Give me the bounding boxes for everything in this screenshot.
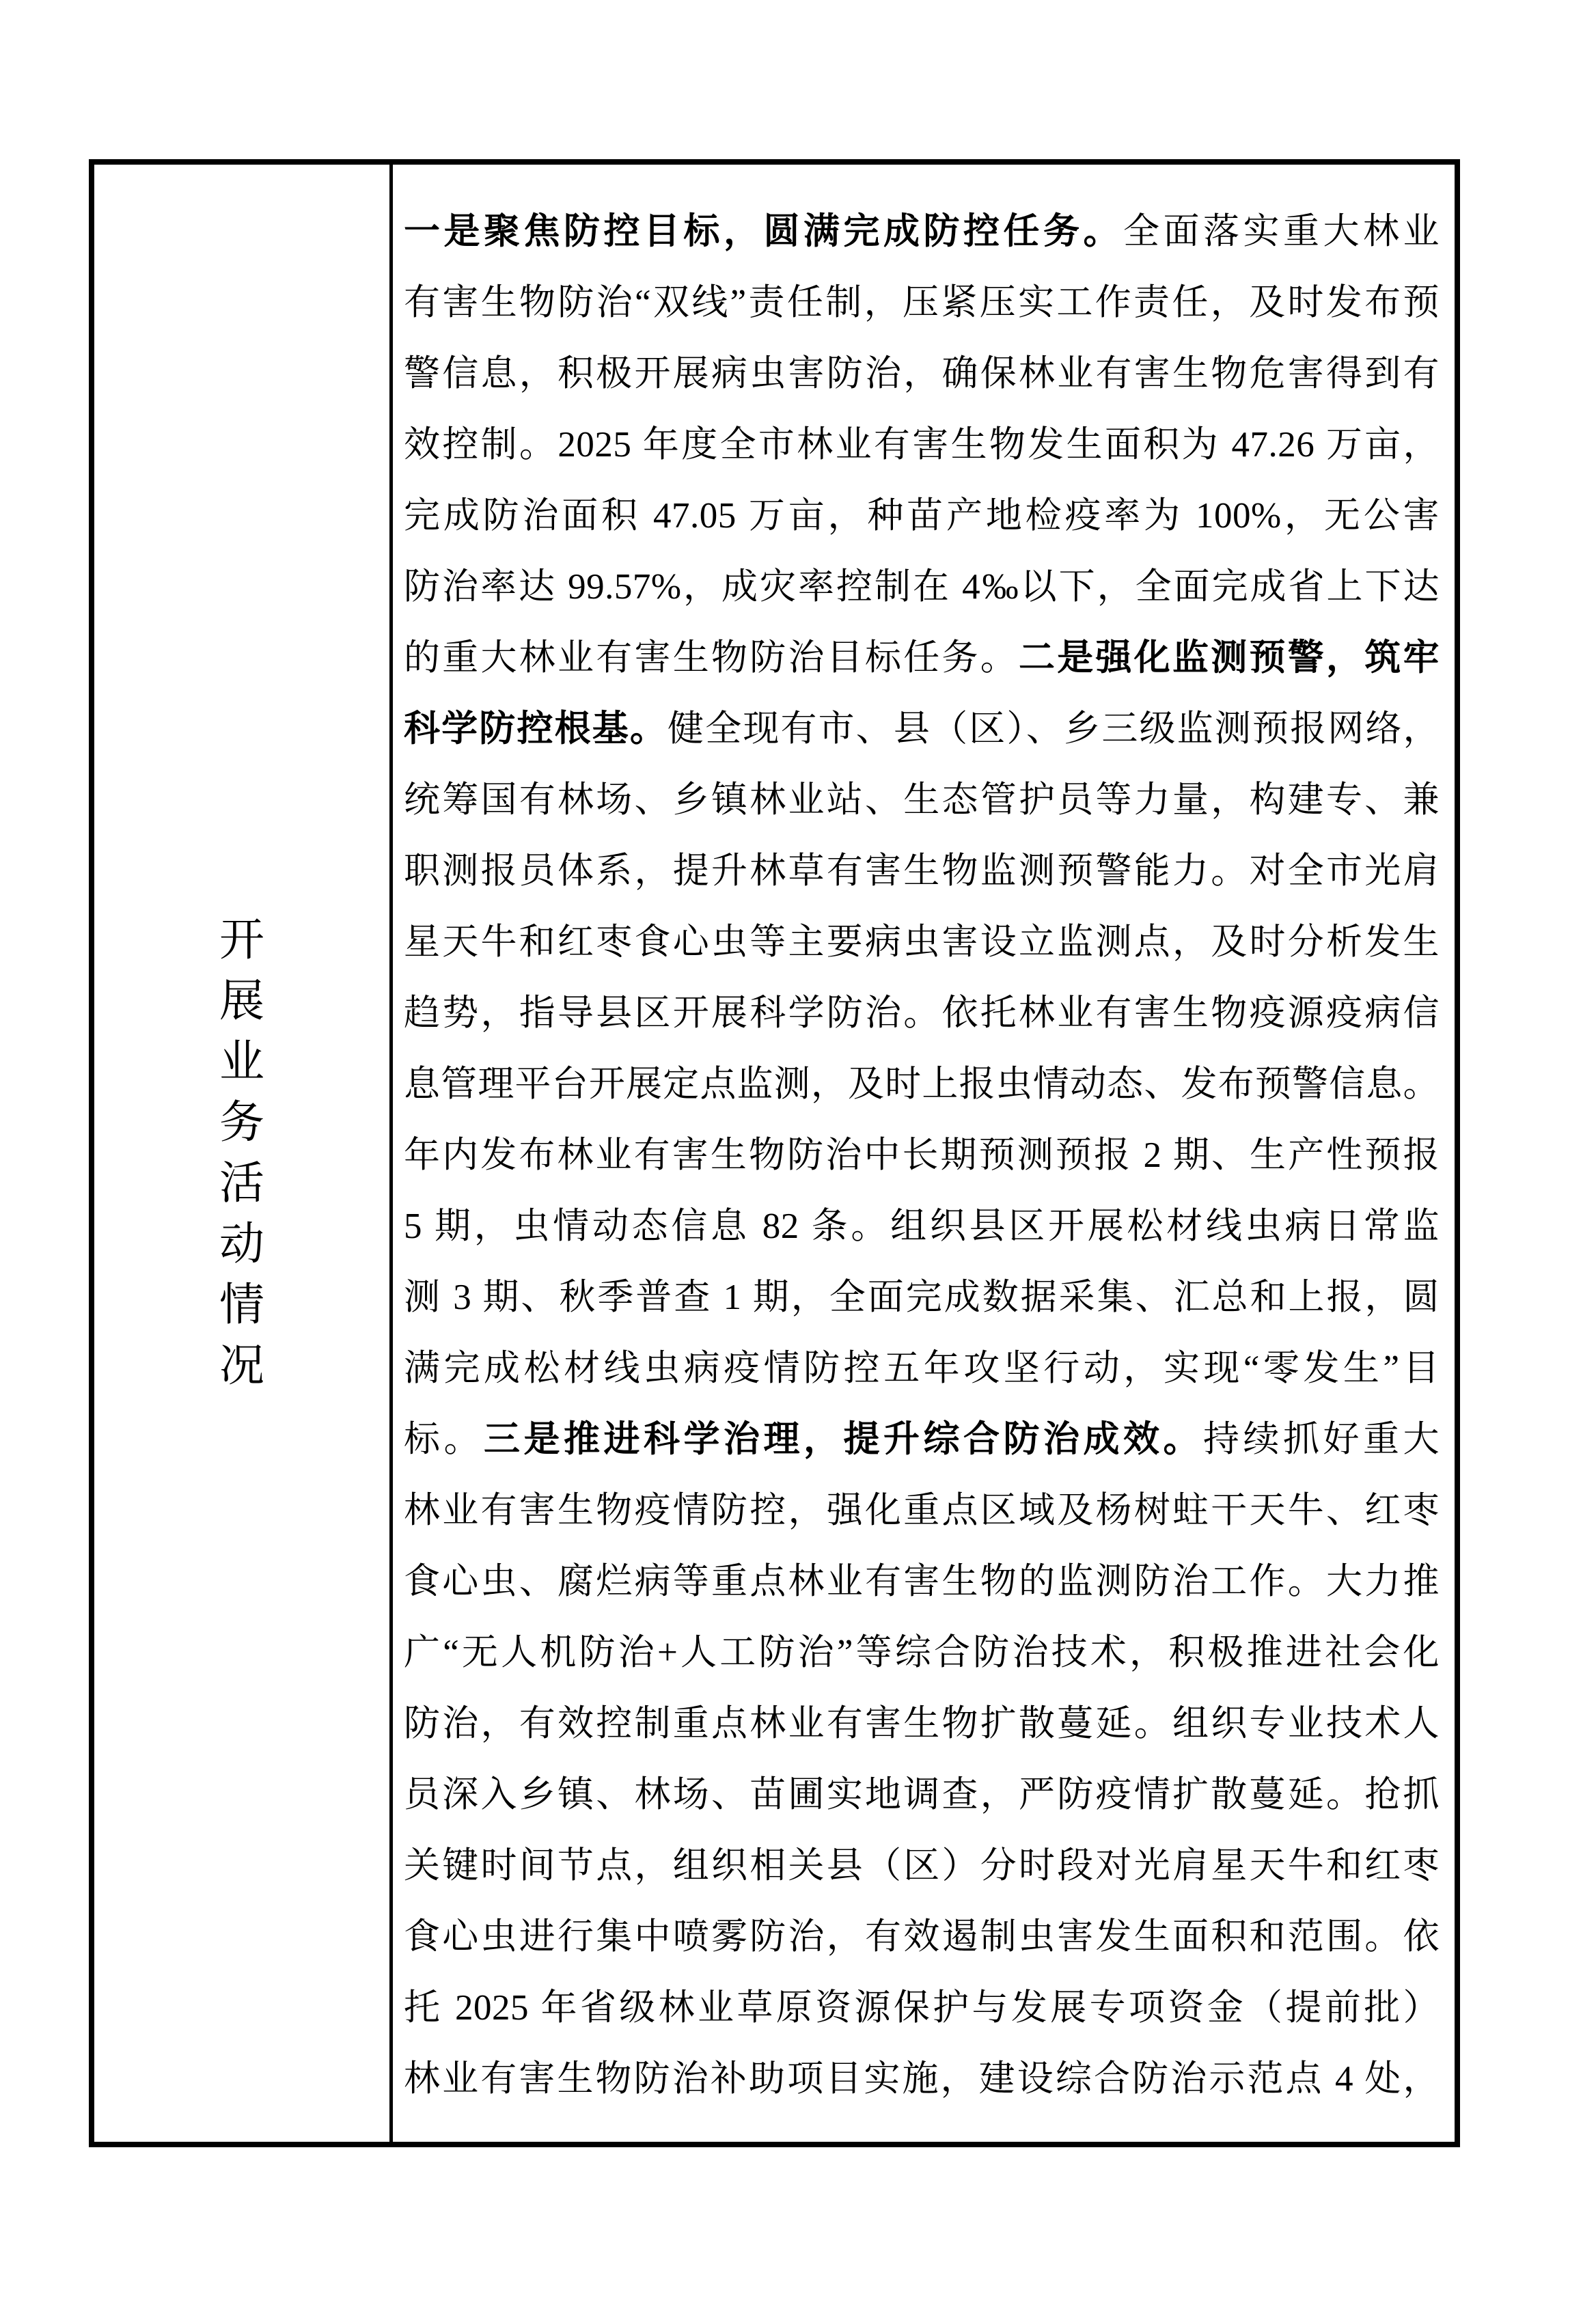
text-segment: 趋势，指导县区开展科学防治。依托林业有害生物疫源疫病信 — [404, 993, 1440, 1033]
text-line — [404, 1972, 1440, 2043]
text-segment: 防治，有效控制重点林业有害生物扩散蔓延。组织专业技术人 — [404, 1704, 1440, 1743]
text-segment: 年内发布林业有害生物防治中长期预测预报 2 期、生产性预报 — [404, 1135, 1440, 1175]
text-segment: 效控制。2025 年度全市林业有害生物发生面积为 47.26 万亩， — [404, 425, 1440, 465]
text-line — [404, 764, 1440, 836]
text-segment: 林业有害生物疫情防控，强化重点区域及杨树蛀干天牛、红枣 — [404, 1491, 1440, 1530]
text-line — [404, 338, 1440, 409]
row-label-cell — [94, 165, 393, 2142]
text-line — [404, 2043, 1440, 2114]
text-line — [404, 480, 1440, 551]
text-line — [404, 1688, 1440, 1759]
text-line — [404, 978, 1440, 1049]
text-segment: 托 2025 年省级林业草原资源保护与发展专项资金（提前批） — [404, 1988, 1440, 2028]
text-segment: 满完成松材线虫病疫情防控五年攻坚行动，实现“零发生”目 — [404, 1349, 1440, 1388]
text-segment: 持续抓好重大 — [1203, 1420, 1440, 1459]
bold-text-segment: 一是聚焦防控目标，圆满完成防控任务。 — [404, 212, 1123, 251]
row-label-char: 业 — [219, 1037, 264, 1087]
text-segment: 星天牛和红枣食心虫等主要病虫害设立监测点，及时分析发生 — [404, 922, 1440, 962]
text-line — [404, 622, 1440, 693]
text-line — [404, 551, 1440, 622]
text-line — [404, 1475, 1440, 1546]
text-segment: 食心虫进行集中喷雾防治，有效遏制虫害发生面积和范围。依 — [404, 1917, 1440, 1957]
text-line — [404, 1191, 1440, 1262]
text-segment: 的重大林业有害生物防治目标任务。 — [404, 638, 1019, 678]
text-line — [404, 1049, 1440, 1120]
row-label-char: 活 — [219, 1159, 264, 1209]
text-line — [404, 836, 1440, 907]
row-label-char: 展 — [219, 976, 264, 1026]
row-label-char: 开 — [219, 915, 264, 965]
text-line — [404, 267, 1440, 338]
text-line — [404, 1830, 1440, 1901]
row-label-char: 况 — [219, 1341, 264, 1391]
text-segment: 全面落实重大林业 — [1123, 212, 1440, 251]
text-segment: 防治率达 99.57%，成灾率控制在 4‰以下，全面完成省上下达 — [404, 567, 1440, 607]
text-segment: 完成防治面积 47.05 万亩，种苗产地检疫率为 100%，无公害 — [404, 496, 1440, 536]
text-segment: 标。 — [404, 1420, 484, 1459]
text-segment: 测 3 期、秋季普查 1 期，全面完成数据采集、汇总和上报，圆 — [404, 1278, 1440, 1317]
text-line — [404, 907, 1440, 978]
text-line — [404, 1617, 1440, 1688]
bold-text-segment: 二是强化监测预警，筑牢 — [1019, 638, 1440, 678]
text-segment: 有害生物防治“双线”责任制，压紧压实工作责任，及时发布预 — [404, 283, 1440, 322]
row-label-char: 务 — [219, 1098, 264, 1148]
text-segment: 息管理平台开展定点监测，及时上报虫情动态、发布预警信息。 — [404, 1064, 1440, 1104]
text-line — [404, 1262, 1440, 1333]
bold-text-segment: 科学防控根基。 — [404, 709, 668, 749]
text-segment: 统筹国有林场、乡镇林业站、生态管护员等力量，构建专、兼 — [404, 780, 1440, 820]
text-segment: 食心虫、腐烂病等重点林业有害生物的监测防治工作。大力推 — [404, 1562, 1440, 1601]
business-activities-content-cell — [393, 165, 1455, 2142]
text-line — [404, 1546, 1440, 1617]
text-segment: 员深入乡镇、林场、苗圃实地调查，严防疫情扩散蔓延。抢抓 — [404, 1775, 1440, 1815]
text-line — [404, 1404, 1440, 1475]
text-line — [404, 196, 1440, 267]
text-segment: 警信息，积极开展病虫害防治，确保林业有害生物危害得到有 — [404, 354, 1440, 394]
row-label-char: 动 — [219, 1219, 264, 1269]
text-line — [404, 1901, 1440, 1972]
text-line — [404, 1759, 1440, 1830]
text-segment: 广“无人机防治+人工防治”等综合防治技术，积极推进社会化 — [404, 1633, 1440, 1672]
row-label-char: 情 — [219, 1280, 264, 1330]
text-line — [404, 409, 1440, 480]
text-segment: 健全现有市、县（区）、乡三级监测预报网络， — [668, 709, 1440, 749]
text-segment: 职测报员体系，提升林草有害生物监测预警能力。对全市光肩 — [404, 851, 1440, 891]
text-segment: 5 期，虫情动态信息 82 条。组织县区开展松材线虫病日常监 — [404, 1206, 1440, 1246]
text-line — [404, 1333, 1440, 1404]
report-table — [89, 159, 1460, 2147]
text-segment: 林业有害生物防治补助项目实施，建设综合防治示范点 4 处， — [404, 2059, 1440, 2099]
bold-text-segment: 三是推进科学治理，提升综合防治成效。 — [484, 1420, 1203, 1459]
text-segment: 关键时间节点，组织相关县（区）分时段对光肩星天牛和红枣 — [404, 1846, 1440, 1886]
text-line — [404, 1120, 1440, 1191]
text-line — [404, 693, 1440, 764]
